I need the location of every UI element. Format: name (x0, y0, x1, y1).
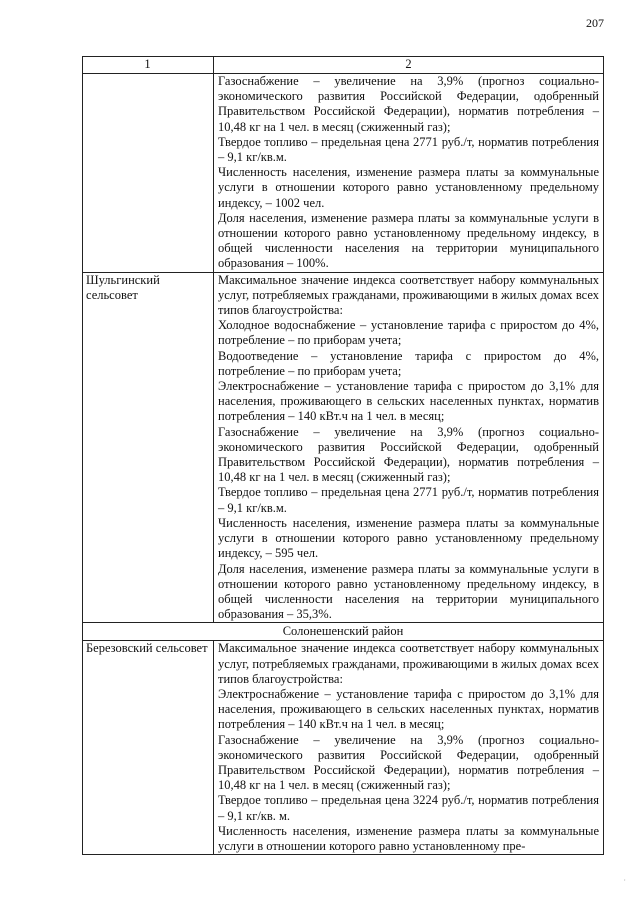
table-row (83, 272, 604, 623)
paragraph: Численность населения, изменение размера платы за коммунальные услуги в отношении которого равно установленному пре- (218, 823, 599, 853)
paragraph: Электроснабжение – установление тарифа с приростом до 3,1% для населения, проживающего в сельских населенных пунктах, норматив потребления – 140 кВт.ч на 1 чел. в месяц; (218, 686, 599, 732)
table-row (83, 641, 604, 855)
paragraph: Газоснабжение – увеличение на 3,9% (прогноз социально-экономического развития Российской Федерации, одобренный Правительством Российской Федерации), норматив потребления – 10,48 кг на 1 чел. в месяц (сжиженный газ); (218, 74, 599, 134)
paragraph: Доля населения, изменение размера платы за коммунальные услуги в отношении которого равно установленному предельному индексу, в общей численности населения на территории муниципального образования – 35,3%. (218, 561, 599, 622)
municipality-name: Шульгинский сельсовет (83, 272, 214, 623)
page-number: 207 (586, 16, 604, 30)
paragraph: Максимальное значение индекса соответствует набору коммунальных услуг, потребляемых гражданами, проживающими в жилых домах всех типов благоустройства: (218, 272, 599, 318)
row-description (214, 272, 604, 623)
column-header-2: 2 (214, 57, 604, 74)
paragraph: Максимальное значение индекса соответствует набору коммунальных услуг, потребляемых гражданами, проживающими в жилых домах всех типов благоустройства: (218, 641, 599, 686)
paragraph: Твердое топливо – предельная цена 3224 руб./т, норматив потребления – 9,1 кг/кв. м. (218, 793, 599, 823)
row-description (214, 74, 604, 273)
column-header-1: 1 (83, 57, 214, 74)
paragraph: Твердое топливо – предельная цена 2771 руб./т, норматив потребления – 9,1 кг/кв.м. (218, 134, 599, 165)
paragraph: Численность населения, изменение размера платы за коммунальные услуги в отношении которого равно установленному предельному индексу, – 1002 чел. (218, 165, 599, 210)
row-description (214, 641, 604, 855)
paragraph: Доля населения, изменение размера платы за коммунальные услуги в отношении которого равно установленному предельному индексу, в общей численности населения на территории муниципального образования – 100%. (218, 210, 599, 271)
tariff-index-table (82, 56, 604, 855)
section-row (83, 623, 604, 641)
paragraph: Водоотведение – установление тарифа с приростом до 4%, потребление – по приборам учета; (218, 348, 599, 378)
table-header-row (83, 57, 604, 74)
paragraph: Электроснабжение – установление тарифа с приростом до 3,1% для населения, проживающего в сельских населенных пунктах, норматив потребления – 140 кВт.ч на 1 чел. в месяц; (218, 379, 599, 424)
municipality-name (83, 74, 214, 273)
scan-mark: · (623, 876, 626, 885)
paragraph: Газоснабжение – увеличение на 3,9% (прогноз социально-экономического развития Российской Федерации, одобренный Правительством Российской Федерации), норматив потребления – 10,48 кг на 1 чел. в месяц (сжиженный газ); (218, 424, 599, 485)
paragraph: Твердое топливо – предельная цена 2771 руб./т, норматив потребления – 9,1 кг/кв.м. (218, 485, 599, 515)
table-row (83, 74, 604, 273)
paragraph: Холодное водоснабжение – установление тарифа с приростом до 4%, потребление – по приборам учета; (218, 318, 599, 348)
paragraph: Численность населения, изменение размера платы за коммунальные услуги в отношении которого равно установленному предельному индексу, – 595 чел. (218, 515, 599, 561)
municipality-name: Березовский сельсовет (83, 641, 214, 855)
section-title: Солонешенский район (83, 623, 604, 641)
paragraph: Газоснабжение – увеличение на 3,9% (прогноз социально-экономического развития Российской Федерации, одобренный Правительством Российской Федерации), норматив потребления – 10,48 кг на 1 чел. в месяц (сжиженный газ); (218, 732, 599, 793)
